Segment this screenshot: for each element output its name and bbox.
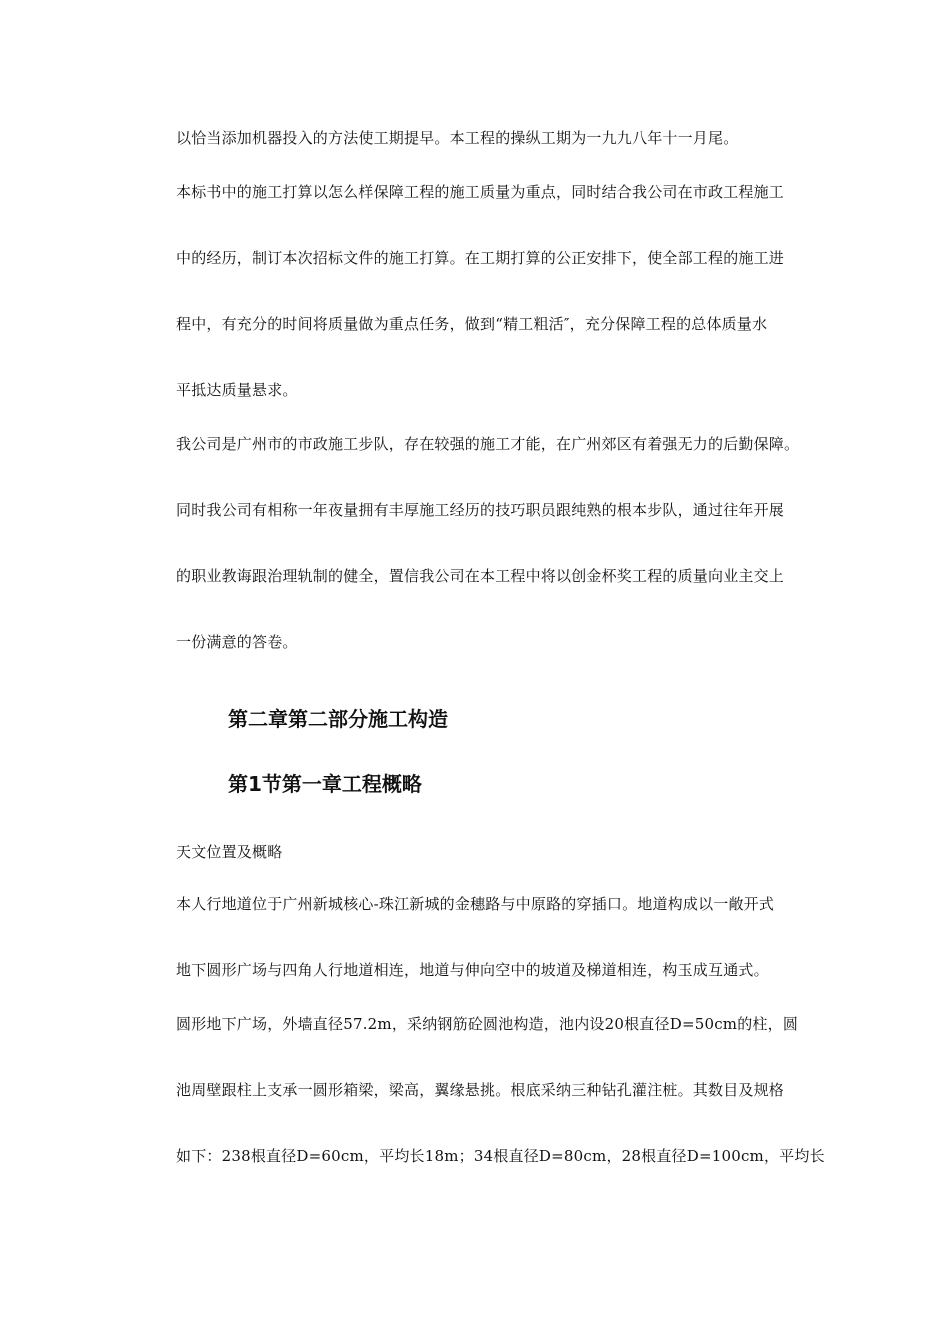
paragraph-line: 如下：238根直径D=60cm，平均长18m；34根直径D=80cm，28根直径D=100cm，平均长 [176,1147,825,1165]
paragraph-line: 以恰当添加机器投入的方法使工期提早。本工程的操纵工期为一九九八年十一月尾。 [176,129,739,147]
paragraph-line: 本标书中的施工打算以怎么样保障工程的施工质量为重点，同时结合我公司在市政工程施工 [176,183,785,201]
paragraph-line: 中的经历，制订本次招标文件的施工打算。在工期打算的公正安排下，使全部工程的施工进 [176,249,785,267]
paragraph-line: 池周壁跟柱上支承一圆形箱梁，梁高，翼缘悬挑。根底采纳三种钻孔灌注桩。其数目及规格 [176,1081,785,1099]
paragraph-line: 我公司是广州市的市政施工步队，存在较强的施工才能，在广州郊区有着强无力的后勤保障。 [176,435,800,453]
chapter-heading: 第二章第二部分施工构造 [228,707,448,731]
paragraph-line: 同时我公司有相称一年夜量拥有丰厚施工经历的技巧职员跟纯熟的根本步队，通过往年开展 [176,501,785,519]
paragraph-line: 圆形地下广场，外墙直径57.2m，采纳钢筋砼圆池构造，池内设20根直径D=50cm的柱，圆 [176,1015,799,1033]
paragraph-line: 地下圆形广场与四角人行地道相连，地道与伸向空中的坡道及梯道相连，构玉成互通式。 [176,961,769,979]
section-heading: 第1节第一章工程概略 [228,772,422,796]
paragraph-line: 本人行地道位于广州新城核心-珠江新城的金穗路与中原路的穿插口。地道构成以一敞开式 [176,895,775,913]
paragraph-line: 程中，有充分的时间将质量做为重点任务，做到“精工粗活″，充分保障工程的总体质量水 [176,315,768,333]
paragraph-line: 一份满意的答卷。 [176,633,298,651]
paragraph-line: 平抵达质量悬求。 [176,381,298,399]
paragraph-line: 的职业教诲跟治理轨制的健全，置信我公司在本工程中将以创金杯奖工程的质量向业主交上 [176,567,785,585]
subsection-title: 天文位置及概略 [176,843,283,861]
